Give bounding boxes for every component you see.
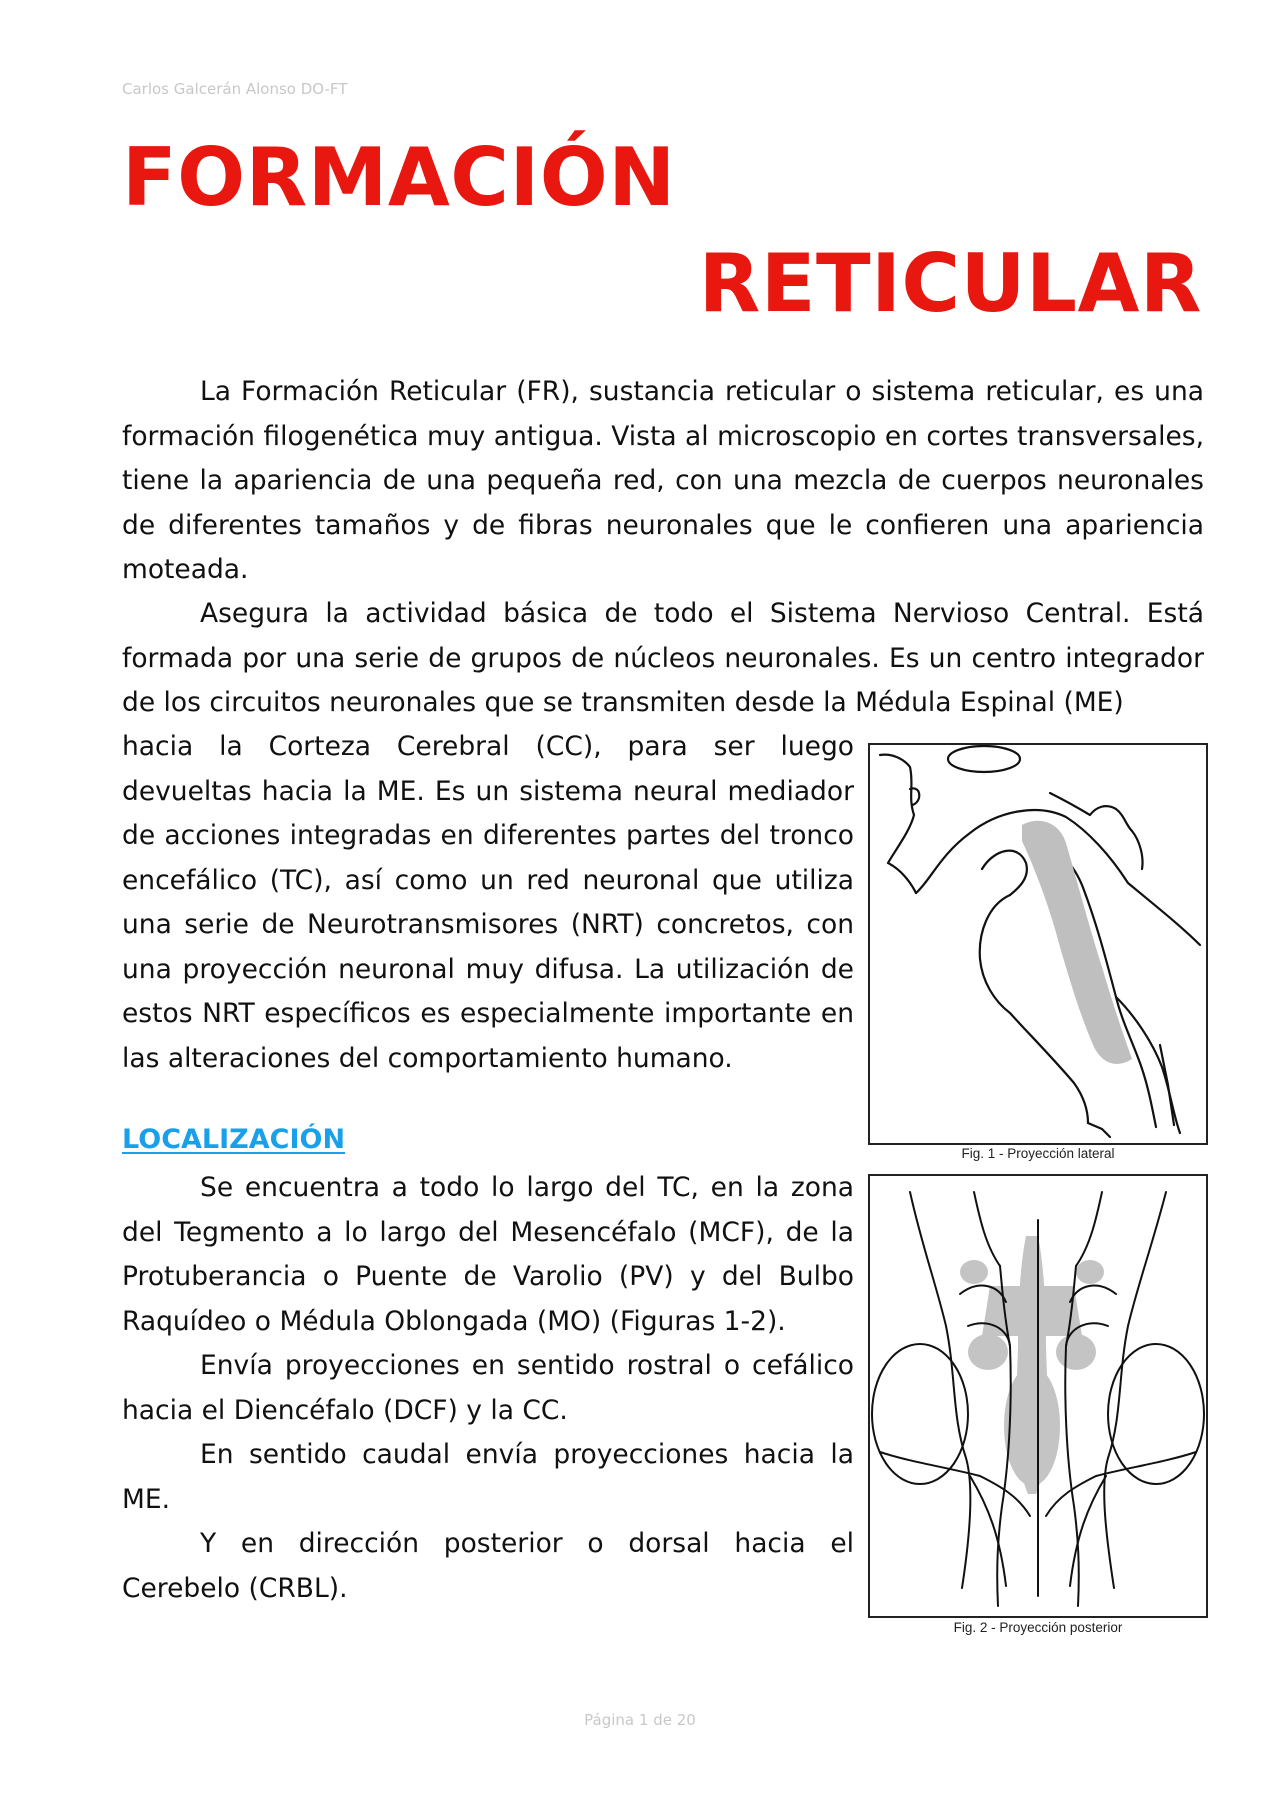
intro-paragraph-2b: hacia la Corteza Cerebral (CC), para ser luego devueltas hacia la ME. Es un sistema neural mediador de acciones integradas en diferentes partes del tronco encefálico (TC), así como un red neuronal que utiliza una serie de Neurotransmisores (NRT) concretos, con una proyección neuronal muy difusa. La utilización de estos NRT específicos es especialmente importante en las alteraciones del comportamiento humano. [122, 731, 854, 1074]
figure-2-caption: Fig. 2 - Proyección posterior [953, 1620, 1123, 1635]
localizacion-paragraph-3: En sentido caudal envía proyecciones hacia la ME. [122, 1439, 854, 1515]
localizacion-paragraph-4: Y en dirección posterior o dorsal hacia el Cerebelo (CRBL). [122, 1528, 854, 1604]
localizacion-paragraph-2: Envía proyecciones en sentido rostral o cefálico hacia el Diencéfalo (DCF) y la CC. [122, 1350, 854, 1426]
brainstem-lateral-drawing [870, 745, 1206, 1143]
localizacion-paragraph-1: Se encuentra a todo lo largo del TC, en la zona del Tegmento a lo largo del Mesencéfalo (MCF), de la Protuberancia o Puente de Varolio (PV) y del Bulbo Raquídeo o Médula Oblongada (MO) (Figuras 1-2). [122, 1172, 854, 1337]
figure-posterior-projection [868, 1174, 1208, 1618]
figure-1-caption: Fig. 1 - Proyección lateral [961, 1146, 1115, 1161]
section-heading-localizacion: LOCALIZACIÓN [122, 1124, 346, 1155]
intro-paragraph-2a: Asegura la actividad básica de todo el Sistema Nervioso Central. Está formada por una serie de grupos de núcleos neuronales. Es un centro integrador de los circuitos neuronales que se transmiten desde la Médula Espinal (ME) [122, 598, 1204, 718]
title-line-1: FORMACIÓN [122, 131, 676, 224]
author-header: Carlos Galcerán Alonso DO-FT [122, 80, 348, 98]
page-number-footer: Página 1 de 20 [584, 1711, 696, 1729]
title-line-2: RETICULAR [698, 237, 1202, 330]
brainstem-posterior-drawing [870, 1176, 1206, 1616]
figure-lateral-projection [868, 743, 1208, 1145]
intro-paragraph-1: La Formación Reticular (FR), sustancia reticular o sistema reticular, es una formación filogenética muy antigua. Vista al microscopio en cortes transversales, tiene la apariencia de una pequeña red, con una mezcla de cuerpos neuronales de diferentes tamaños y de fibras neuronales que le confieren una apariencia moteada. [122, 376, 1204, 585]
